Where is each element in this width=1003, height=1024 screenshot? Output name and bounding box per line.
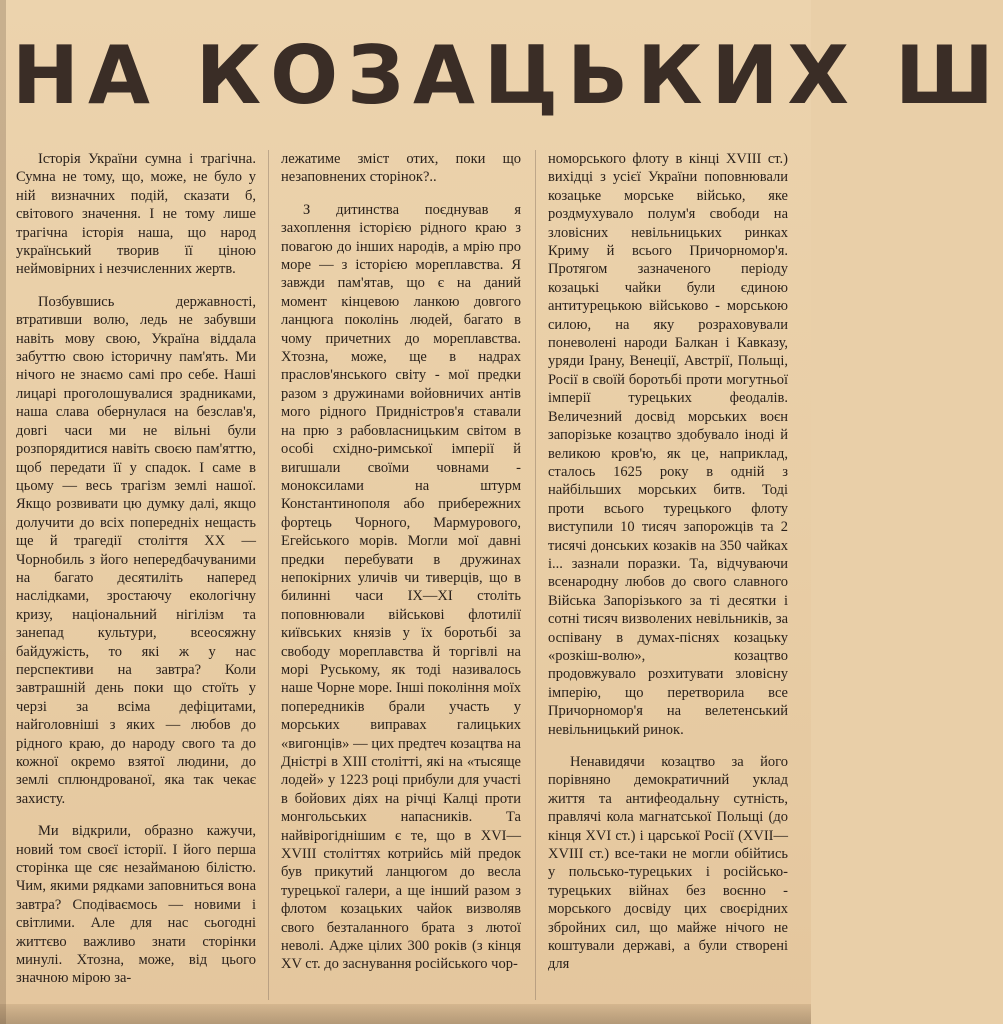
column-divider — [268, 150, 269, 1000]
paragraph: номорського флоту в кінці XVIII ст.) вихідці з усієї України поповнювали козацьке морське військо, яке роздмухувало полум'я свободи на зловісних невільницьких ринках Криму й всього Причорномор'я. Протягом зазначеного періоду козацькі чайки були єдиною антитурецькою військово - морською силою, на яку розраховували поневолені народи Балкан і Кавказу, уряди Ірану, Венеції, Австрії, Польщі, Росії в своїй боротьбі проти могутньої імперії турецьких феодалів. Величезний досвід морських воєн запорізьке козацтво здобувало іноді й великою кров'ю, як це, наприклад, сталось 1625 року в одній з найбільших морських битв. Тоді проти всього турецького флоту виступили 10 тисяч запорожців та 2 тисячі донських козаків на 350 чайках і... зазнали поразки. Та, відчуваючи всенародну любов до свого славного Війська Запорізького за ті десятки і сотні тисяч визволених невільників, за оспівану в думах-піснях козацьку «розкіш-волю», козацтво продовжувало розхитувати зловісну імперію, що перетворила все Причорномор'я на велетенський невільницький ринок. — [548, 151, 788, 738]
paragraph: З дитинства поєднував я захоплення історією рідного краю з повагою до інших народів, а мрію про море — з історією мореплавства. Я завжди пам'ятав, що є на даний момент кінцевою ланкою довгого ланцюга поколінь людей, багато в чому причетних до мореплавства. Хтозна, може, ще в надрах праслов'янського світу - мої предки разом з дружинами войовничих антів мого рідного Придністров'я ставали на прю з рабовласницьким світом в особі східно-римської імперії й виruшали своїми човнами - моноксилами на штурм Константинополя або прибережних фортець Чорного, Мармурового, Егейського морів. Могли мої давні предки перебувати в дружинах непокірних уличів чи тиверців, що в билинні часи IX—XI століть поповнювали військові флотилії київських князів у їх боротьбі за свободу мореплавства й торгівлі на морі Руському, як тоді називалось наше Чорне море. Інші покоління моїх попередників брали участь у морських виправах галицьких «вигонців» — цих предтеч козацтва на Дністрі в XIII столітті, які на «тысяще лодей» у 1223 році прибули для участі в бойових діях на річці Калці проти монгольських напасників. Та найвірогіднішим є те, що в XVI—XVIII століттях котрийсь мій предок був прикутий ланцюгом до весла турецької галери, а ще інший разом з флотом козацьких чайок визволяв свого безталанного брата з лютої неволі. Адже цілих 300 років (з кінця XV ст. до заснування російського чор- — [281, 201, 521, 973]
article-column-1 — [16, 150, 256, 988]
paragraph: Ми відкрили, образно кажучи, новий том своєї історії. І його перша сторінка ще сяє незайманою білістю. Чим, якими рядками заповниться вона завтра? Сподіваємось — новими і світлими. Але для нас сьогодні життєво важливо знати сторінки минулі. Хтозна, може, від цього значною мірою за- — [16, 823, 256, 987]
paper-edge — [0, 0, 6, 1024]
paragraph: Історія України сумна і трагічна. Сумна не тому, що, може, не було у ній визначних подій, сказати б, світового значення. І не тому лише трагічна історія наша, що народ український творив її ціною неймовірних і незчисленних жертв. — [16, 151, 256, 278]
article-column-2 — [281, 150, 521, 974]
headline: НА КОЗАЦЬКИХ Ш — [12, 29, 1003, 122]
paragraph: лежатиме зміст отих, поки що незаповнених сторінок?.. — [281, 151, 521, 186]
paragraph: Ненавидячи козацтво за його порівняно демократичний уклад життя та антифеодальну сутність, правлячі кола магнатської Польщі (до кінця XVI ст.) і царської Росії (XVII—XVIII ст.) все-таки не могли обійтись у польсько-турецьких і російсько-турецьких війнах без воєнно - морського досвіду цих своєрідних збройних сил, що майже нічого не коштували державі, а були створені для — [548, 754, 788, 973]
article-column-3 — [548, 150, 788, 974]
page-bottom-edge — [0, 1004, 811, 1024]
paragraph: Позбувшись державності, втративши волю, ледь не забувши навіть мову свою, Україна віддала забуттю свою історичну пам'ять. Ми нічого не знаємо самі про себе. Наші лицарі проголошувалися зрадниками, наша слава обернулася на безслав'я, довгі часи ми не вільні були розпорядитися навіть своєю пам'яттю, щоб передати її у спадок. І саме в цьому — весь трагізм землі нашої. Якщо розвивати цю думку далі, якщо долучити до всіх попередніх нещасть ще й трагедії століття XX — Чорнобиль з його непередбачуваними на багато десятиліть наперед наслідками, зростаючу екологічну кризу, національний нігілізм та занепад культури, всеосяжну байдужість, то які ж у нас перспективи на завтра? Коли завтрашній день поки що стоїть у черзі за всіма дефіцитами, найголовніші з яких — любов до рідного краю, до народу свого та до кожної окремо взятої людини, до землі сплюндрованої, яка так чекає захисту. — [16, 293, 256, 807]
column-divider — [535, 150, 536, 1000]
